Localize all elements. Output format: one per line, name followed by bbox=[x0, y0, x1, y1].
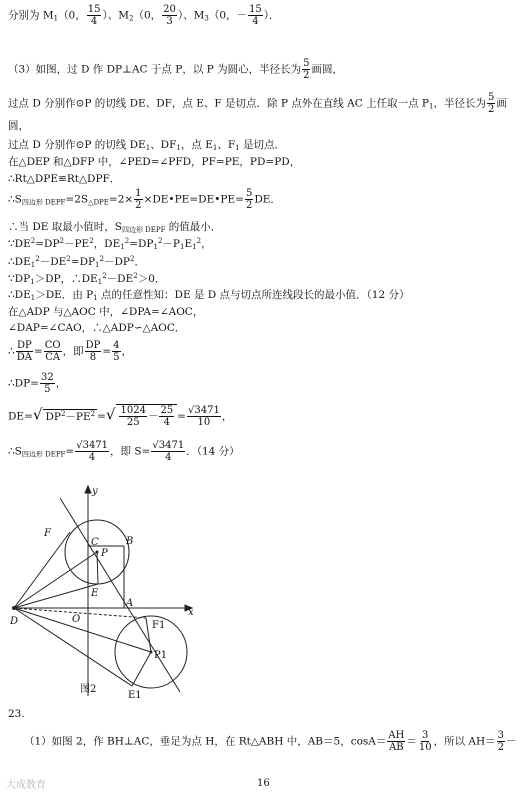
text-line-2: （3）如图，过 D 作 DP⊥AC 于点 P，以 P 为圆心，半径长为 $\frac{5}{2}$ 画圆， bbox=[8, 58, 343, 81]
text-line-15: ∠DAP=∠CAO，∴△ADP∽△AOC． bbox=[8, 322, 186, 334]
text-line-3: 过点 D 分别作⊙P 的切线 DE、DF，点 E、F 是切点．除 P 点外在直线 AC 上任取一点 $P_1$，半径长为 $\frac{5}{2}$ 画 bbox=[8, 92, 507, 115]
text-line-7: ∴Rt△DPE≌Rt△DPF． bbox=[8, 173, 121, 185]
text-line-8: $\therefore S_{四边形 DEPF}=2S_{\triangle DPE}=2\times$ $\frac{1}{2}$ ×DE•PE=DE•PE= $\frac{5}{2}$ DE． bbox=[8, 188, 281, 211]
text-line-19: $\therefore S_{四边形 DEPF}=$ $\frac{√3471}{4}$ ，即 S= $\frac{√3471}{4}$ ．（14 分） bbox=[8, 440, 240, 463]
fraction: $\frac{√3471}{4}$ bbox=[152, 440, 185, 463]
fraction: $\frac{1024}{25}$ bbox=[120, 405, 146, 428]
label-f1: F1 bbox=[152, 620, 166, 631]
label-f: F bbox=[44, 528, 51, 539]
fraction: $\frac{√3471}{4}$ bbox=[76, 440, 109, 463]
text-line-16: ∴ $\frac{DP}{DA}$ = $\frac{CO}{CA}$ ，即 $\frac{DP}{8}$ = $\frac{4}{5}$ ， bbox=[8, 340, 133, 363]
text-line-1: 分别为 $M_1(0$， $\frac{15}{4}$ ）、$M_2(0$， $\frac{20}{3}$ ）、$M_3(0$，－ $\frac{15}{4}$ ）． bbox=[8, 4, 280, 27]
text-line-12: $\because DP_1>DP$，$\therefore DE_1^2-DE^2>0$． bbox=[8, 272, 166, 286]
label-y: y bbox=[92, 486, 98, 497]
fraction: $\frac{1}{2}$ bbox=[135, 188, 142, 211]
fraction: $\frac{AH}{AB}$ bbox=[388, 730, 405, 753]
point-p bbox=[96, 551, 99, 554]
tangent-de bbox=[14, 584, 98, 608]
label-e1: E1 bbox=[128, 690, 142, 700]
label-c: C bbox=[91, 537, 99, 548]
point-p1 bbox=[150, 651, 153, 654]
segment-dp bbox=[14, 552, 97, 608]
fraction: $\frac{5}{2}$ bbox=[303, 58, 310, 81]
page-number: 16 bbox=[257, 778, 270, 789]
y-axis-arrow bbox=[85, 486, 91, 493]
radius-p1e1 bbox=[132, 652, 151, 686]
watermark-logo: 大成教育 bbox=[6, 780, 46, 791]
fraction: $\frac{CO}{CA}$ bbox=[44, 340, 61, 363]
fraction: $\frac{5}{2}$ bbox=[245, 188, 253, 211]
fraction: $\frac{3}{10}$ bbox=[418, 730, 432, 753]
label-p: P bbox=[101, 548, 108, 559]
text-line-10: $\because DE^2=DP^2-PE^2$，$DE_1^2=DP_1^2-P_1E_1^2$， bbox=[8, 237, 212, 251]
label-d: D bbox=[10, 616, 19, 627]
text-line-14: 在△ADP 与△AOC 中，∠DPA=∠AOC， bbox=[8, 306, 204, 318]
label-o: O bbox=[72, 614, 81, 625]
fraction: $\frac{25}{4}$ bbox=[160, 405, 174, 428]
radius-p1f1 bbox=[146, 618, 151, 652]
segment-dp1 bbox=[14, 608, 151, 652]
label-b: B bbox=[126, 536, 134, 547]
figure-caption: 图2 bbox=[80, 684, 97, 695]
radius-pe bbox=[97, 552, 98, 584]
fraction: $\frac{20}{3}$ bbox=[163, 4, 176, 27]
fraction: $\frac{15}{4}$ bbox=[87, 4, 101, 27]
line-ac bbox=[60, 498, 180, 692]
text-line-20: （1）如图 2，作 BH⊥AC，垂足为点 H，在 Rt△ABH 中，AB＝5，cosA＝ $\frac{AH}{AB}$ ＝ $\frac{3}{10}$ ，所以 AH＝ $\frac{3}{2}$ － bbox=[24, 730, 517, 753]
text-line-5: 过点 D 分别作⊙P 的切线 $DE_1$、$DF_1$，点 $E_1$、$F_1$ 是切点． bbox=[8, 139, 285, 152]
fraction: $\frac{DP}{DA}$ bbox=[16, 340, 32, 363]
question-number: 23. bbox=[8, 708, 25, 720]
fraction: $\frac{√3471}{10}$ bbox=[187, 405, 220, 428]
fraction: $\frac{3}{2}$ bbox=[497, 730, 505, 753]
text-line-9: ∴当 DE 取最小值时，$S_{四边形 DEPF}$ 的值最小． bbox=[8, 221, 222, 234]
fraction: $\frac{15}{4}$ bbox=[249, 4, 262, 27]
tangent-df bbox=[14, 532, 70, 608]
text-line-4: 圆， bbox=[8, 120, 29, 132]
label-p1: P1 bbox=[154, 650, 168, 661]
fraction: $\frac{32}{5}$ bbox=[40, 372, 54, 395]
text-line-13: $\therefore DE_1>DE$．由 $P_1$ 点的任意性知：DE 是 D 点与切点所连线段长的最小值．（12 分） bbox=[8, 289, 410, 302]
text-line-6: 在△DEP 和△DFP 中，∠PED=∠PFD，PF=PE，PD=PD， bbox=[8, 156, 301, 168]
geometry-figure bbox=[8, 478, 198, 700]
fraction: $\frac{4}{5}$ bbox=[113, 340, 120, 363]
fraction: $\frac{DP}{8}$ bbox=[85, 340, 101, 363]
point-d bbox=[12, 606, 16, 610]
label-e: E bbox=[91, 588, 99, 599]
fraction: $\frac{5}{2}$ bbox=[487, 92, 495, 115]
text-line-17: ∴DP= $\frac{32}{5}$ ， bbox=[8, 372, 67, 395]
text-line-18: DE=√ $DP^2-PE^2$ =√ $\frac{1024}{25}$ － $\frac{25}{4}$ = $\frac{√3471}{10}$ ， bbox=[8, 405, 233, 428]
label-x: x bbox=[188, 607, 194, 618]
text-line-11: $\therefore DE_1^2-DE^2=DP_1^2-DP^2$． bbox=[8, 255, 145, 269]
label-a: A bbox=[126, 598, 134, 609]
